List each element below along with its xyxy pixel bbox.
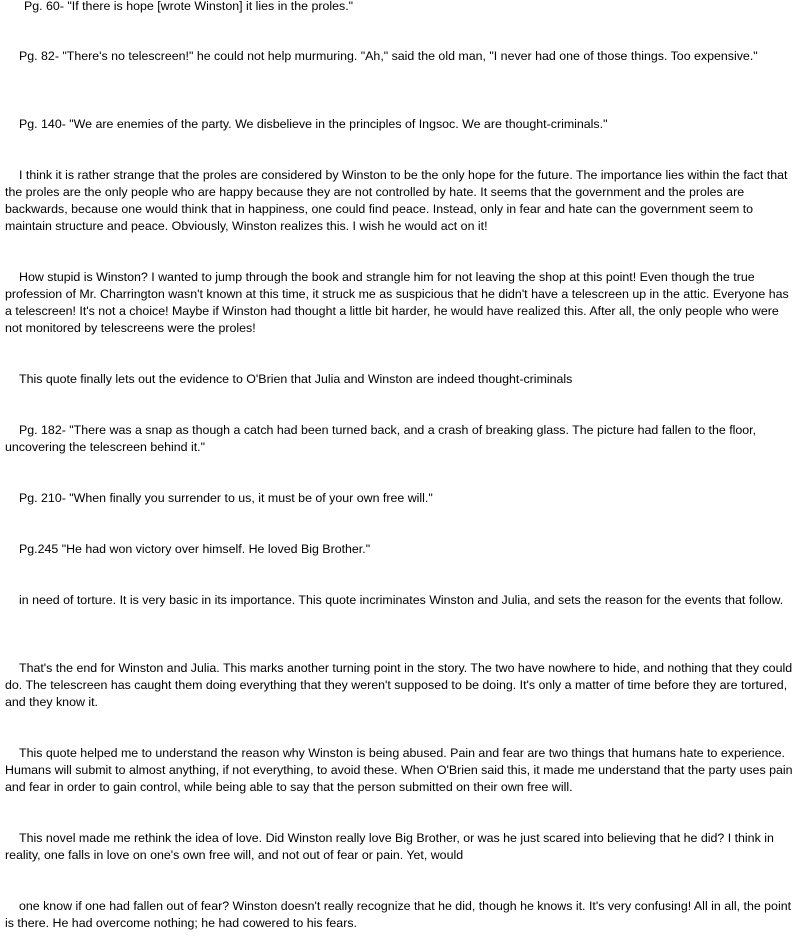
commentary-paragraph-telescreen: How stupid is Winston? I wanted to jump through the book and strangle him for not leaving the shop at this point! Even though the true profession of Mr. Charrington wasn't known at this time, it struck me as suspicious that he didn't have a telescreen up in the attic. Everyone has a telescreen! It's not a choice! Maybe if Winston had thought a little bit harder, he would have realized this. After all, the only people who were not monitored by telescreens were the proles! bbox=[5, 270, 789, 335]
commentary-paragraph-pain-fear: This quote helped me to understand the reason why Winston is being abused. Pain and fear are two things that humans hate to experience. Humans will submit to almost anything, if not everything, to avoid these. When O'Brien said this, it made me understand that the party uses pain and fear in order to gain control, while being able to say that the person submitted on their own free will. bbox=[5, 746, 793, 794]
quote-paragraph-pg182: Pg. 182- "There was a snap as though a catch had been turned back, and a crash of breaking glass. The picture had fallen to the floor, uncovering the telescreen behind it." bbox=[5, 423, 757, 454]
commentary-paragraph-torture: in need of torture. It is very basic in its importance. This quote incriminates Winston and Julia, and sets the reason for the events that follow. bbox=[19, 593, 784, 607]
commentary-paragraph-love: This novel made me rethink the idea of love. Did Winston really love Big Brother, or was he just scared into believing that he did? I think in reality, one falls in love on one's own free will, and not out of fear or pain. Yet, would bbox=[5, 831, 774, 862]
commentary-paragraph-evidence: This quote finally lets out the evidence to O'Brien that Julia and Winston are indeed thought-criminals bbox=[19, 372, 573, 386]
commentary-paragraph-end: That's the end for Winston and Julia. This marks another turning point in the story. The two have nowhere to hide, and nothing that they could do. The telescreen has caught them doing everything that they weren't supposed to be doing. It's only a matter of time before they are tortured, and they know it. bbox=[5, 661, 793, 709]
commentary-paragraph-proles: I think it is rather strange that the proles are considered by Winston to be the only hope for the future. The importance lies within the fact that the proles are the only people who are happy because they are not controlled by hate. It seems that the government and the proles are backwards, because one would think that in happiness, one could find peace. Instead, only in fear and hate can the government seem to maintain structure and peace. Obviously, Winston realizes this. I wish he would act on it! bbox=[5, 168, 788, 233]
quote-paragraph-pg140: Pg. 140- "We are enemies of the party. We disbelieve in the principles of Ingsoc. We are thought-criminals." bbox=[19, 117, 608, 131]
quote-paragraph-pg210: Pg. 210- "When finally you surrender to us, it must be of your own free will." bbox=[19, 491, 433, 505]
quote-paragraph-pg245: Pg.245 "He had won victory over himself. He loved Big Brother." bbox=[19, 542, 371, 556]
quote-paragraph-pg82: Pg. 82- "There's no telescreen!" he could not help murmuring. "Ah," said the old man, "I never had one of those things. Too expensive." bbox=[19, 49, 758, 63]
quote-paragraph-pg60: Pg. 60- "If there is hope [wrote Winston] it lies in the proles." bbox=[24, 0, 354, 13]
commentary-paragraph-fear: one know if one had fallen out of fear? Winston doesn't really recognize that he did, though he knows it. It's very confusing! All in all, the point is there. He had overcome nothing; he had cowered to his fears. bbox=[5, 899, 792, 930]
